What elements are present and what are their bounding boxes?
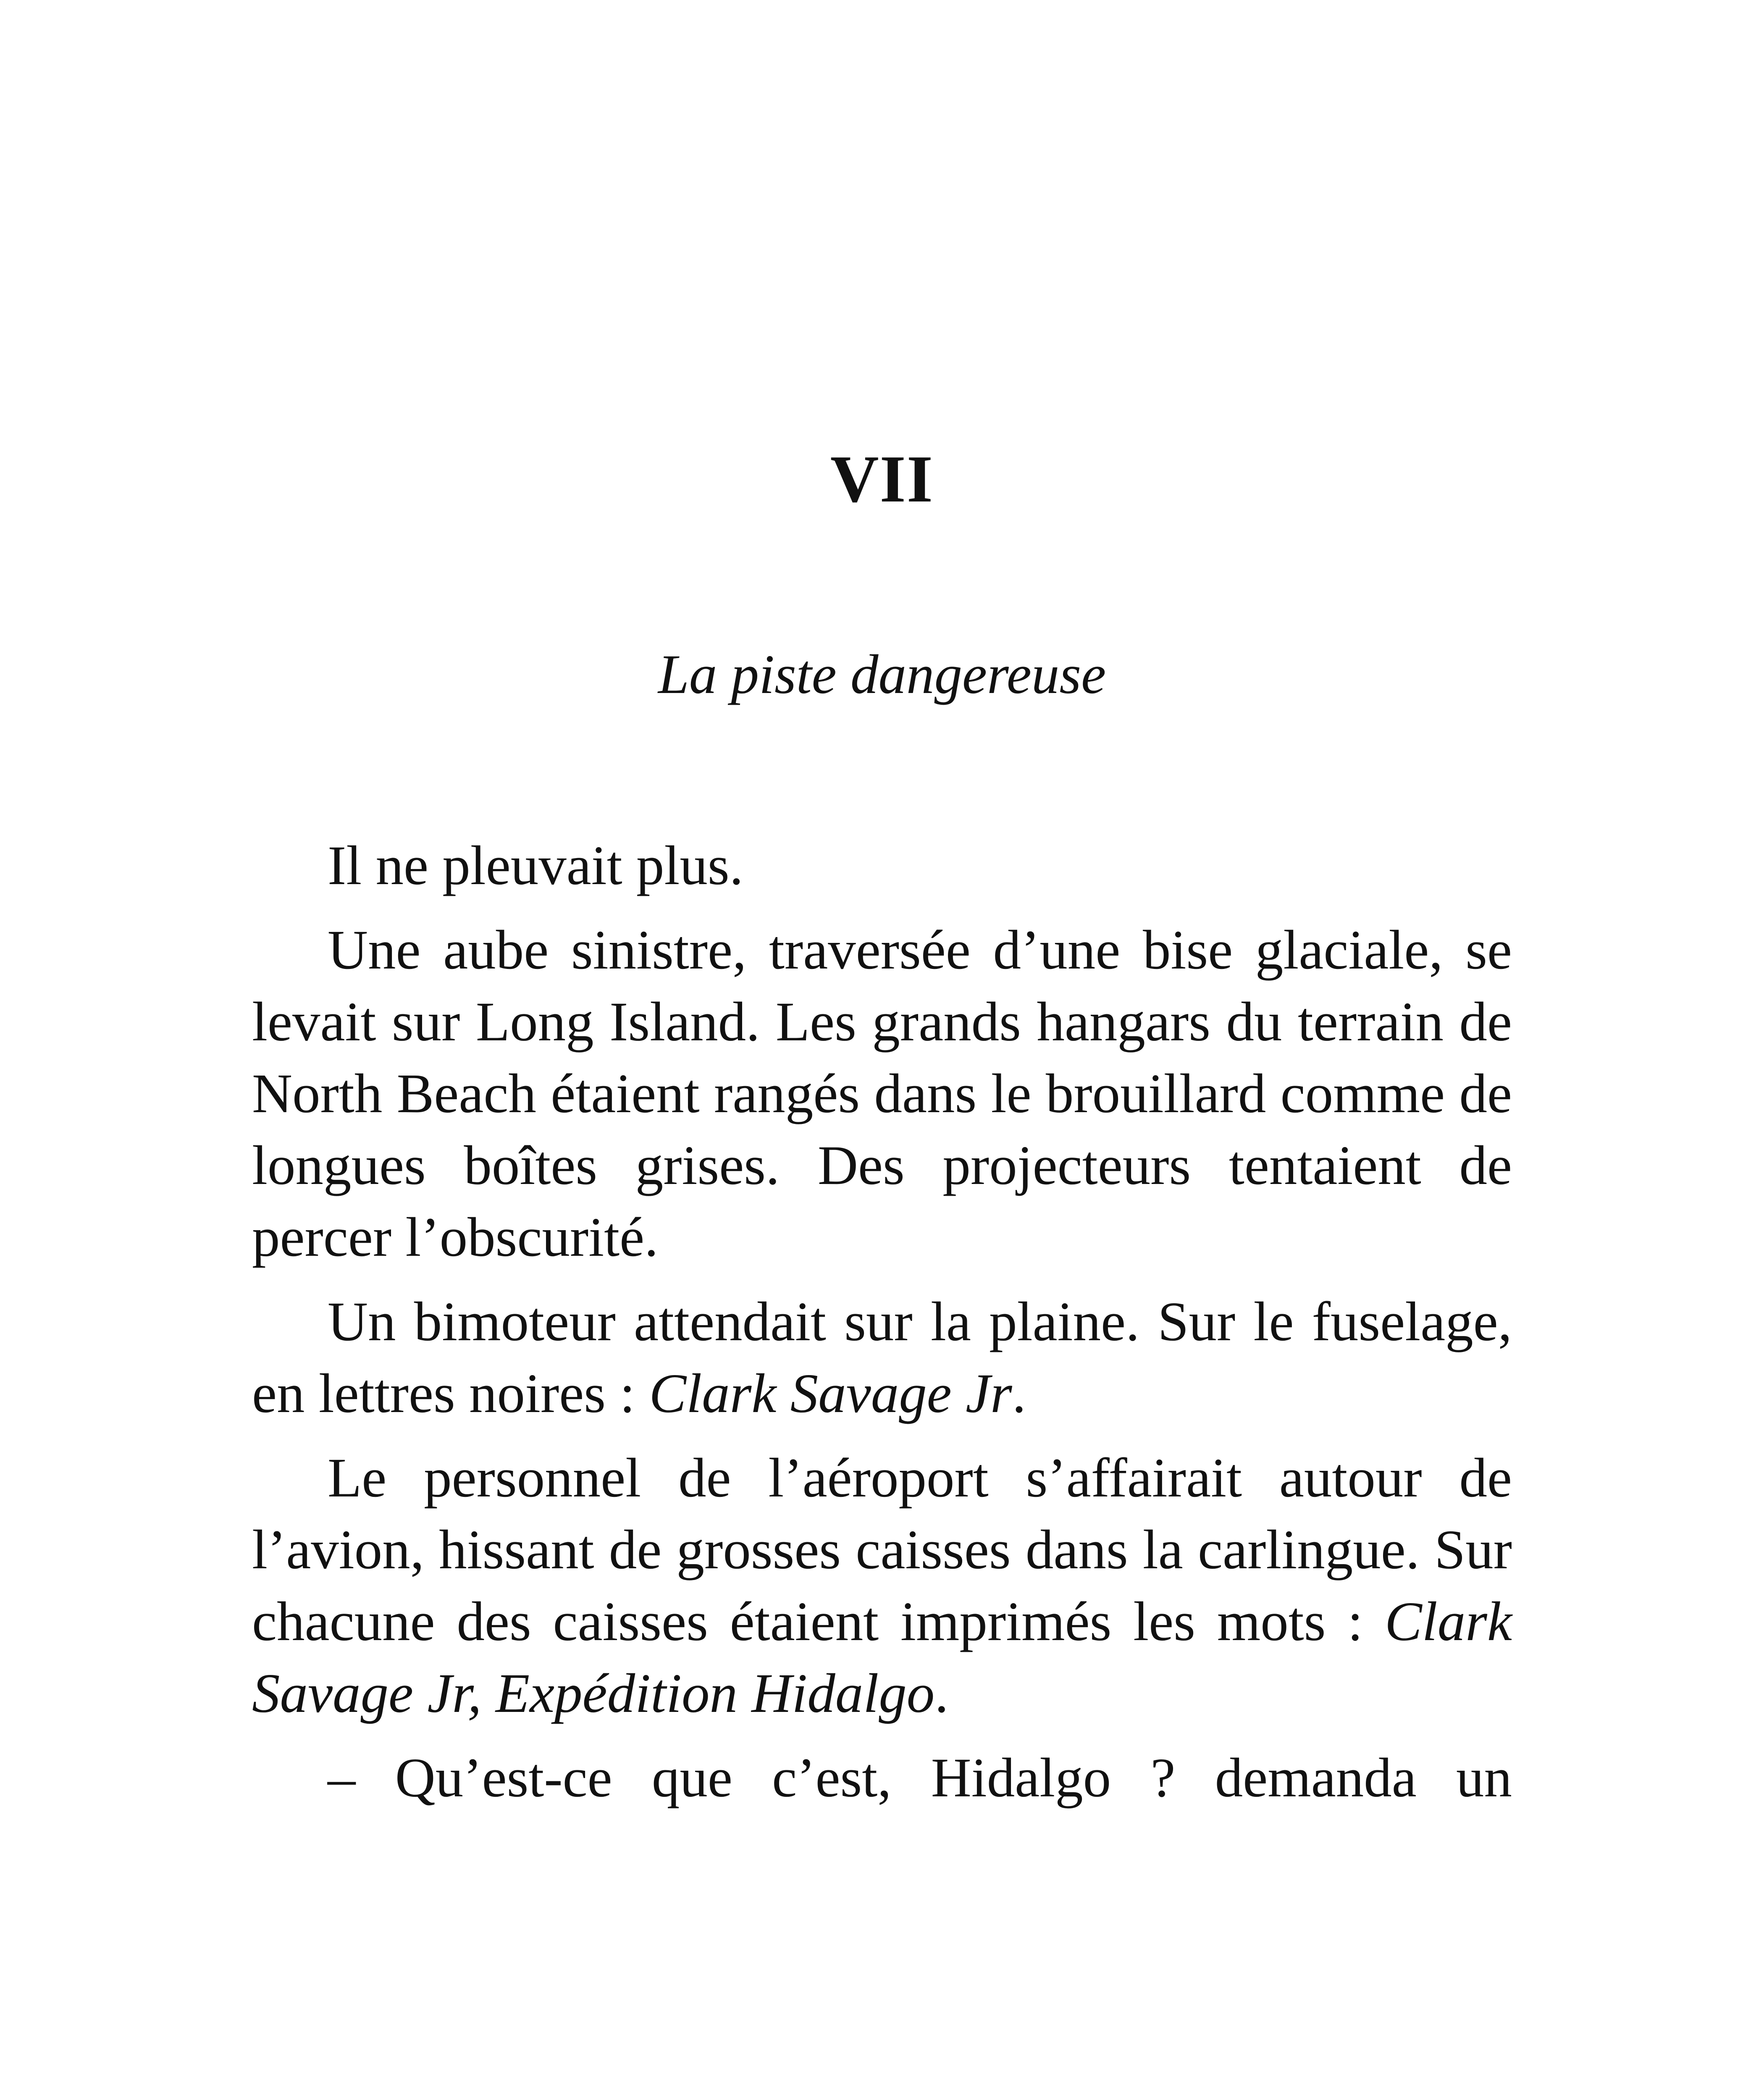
paragraph-3-italic: Clark Savage Jr <box>649 1362 1012 1424</box>
paragraph-2: Une aube sinistre, traversée d’une bise glaciale, se levait sur Long Island. Les grands hangars du terrain de North Beach étaient rangés dans le brouillard comme de longues boîtes grises. Des projecteurs tentaient de percer l’obscurité. <box>252 919 1512 1268</box>
paragraph-4-end: . <box>934 1662 949 1724</box>
paragraph-5: – Qu’est-ce que c’est, Hidalgo ? demanda un <box>328 1746 1512 1809</box>
paragraph-4-text: Le personnel de l’aéroport s’affairait autour de l’avion, hissant de grosses caisses dans la carlingue. Sur chacune des caisses étaient imprimés les mots : <box>252 1446 1512 1652</box>
chapter-number: VII <box>830 441 934 516</box>
body-text <box>252 830 1512 1826</box>
paragraph-4 <box>252 1442 1512 1729</box>
paragraph-3 <box>252 1286 1512 1429</box>
paragraph-3-text: Un bimoteur attendait sur la plaine. Sur le fuselage, en lettres noires : <box>252 1290 1512 1424</box>
paragraph-4-italic: Clark Savage Jr, Expédition Hidalgo <box>252 1590 1512 1724</box>
chapter-title: La piste dangereuse <box>658 643 1106 705</box>
paragraph-1: Il ne pleuvait plus. <box>328 834 743 896</box>
paragraph-3-end: . <box>1012 1362 1026 1424</box>
